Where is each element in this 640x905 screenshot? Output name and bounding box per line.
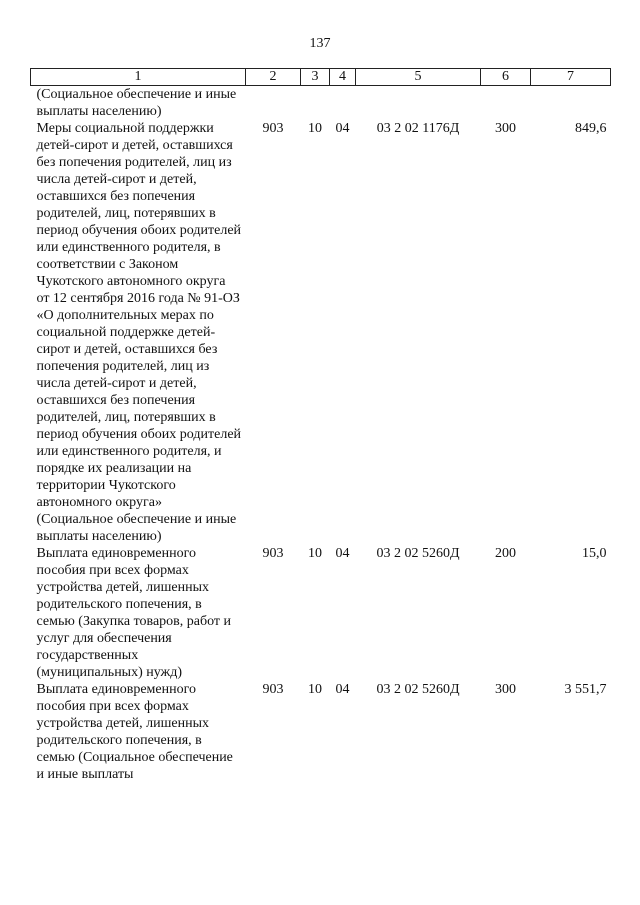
column-header: 3 [301,69,330,86]
row-expense-type [481,86,531,121]
column-header: 5 [356,69,481,86]
row-expense-type: 300 [495,682,516,697]
row-section [301,86,330,121]
row-subsection: 04 [335,121,350,136]
row-expense-type: 300 [495,121,516,136]
column-header: 6 [481,69,531,86]
column-header: 2 [246,69,301,86]
row-section: 10 [308,546,322,561]
column-header: 7 [531,69,611,86]
row-admin-code: 903 [262,546,284,561]
table-row [31,681,611,783]
row-description: Выплата единовременного пособия при всех формах устройства детей, лишенных родительского попечения, в семью (Социальное обеспечение и иные выплаты [36,682,233,782]
row-admin-code [246,86,301,121]
row-subsection: 04 [335,546,350,561]
row-amount: 15,0 [582,546,607,561]
row-description: Выплата единовременного пособия при всех формах устройства детей, лишенных родительского попечения, в семью (Закупка товаров, работ и услуг для обеспечения государственных (муниципальных) нужд) [36,546,232,680]
row-target-article: 03 2 02 1176Д [376,121,460,136]
row-description: Меры социальной поддержки детей-сирот и детей, оставшихся без попечения родителей, лиц из числа детей-сирот и детей, оставшихся без попечения родителей, лиц, потерявших в период обучения обоих родителей или единственного родителя, в соответствии с Законом Чукотского автономного округа от 12 сентября 2016 года № 91-ОЗ «О дополнительных мерах по социальной поддержке детей-сирот и детей, оставшихся без попечения родителей, лиц из числа детей-сирот и детей, оставшихся без попечения родителей, лиц, потерявших в период обучения обоих родителей или единственного родителя, и порядке их реализации на территории Чукотского автономного округа» (Социальное обеспечение и иные выплаты населению) [36,121,242,544]
table-row [31,545,611,681]
budget-table [30,68,611,783]
row-description: (Социальное обеспечение и иные выплаты населению) [36,87,237,119]
table-row [31,120,611,545]
row-amount [531,86,611,121]
page-number: 137 [309,36,331,51]
row-subsection: 04 [335,682,350,697]
row-target-article: 03 2 02 5260Д [376,546,460,561]
row-subsection [330,86,356,121]
row-amount: 849,6 [575,121,607,136]
column-header: 4 [330,69,356,86]
row-target-article [356,86,481,121]
column-header: 1 [31,69,246,86]
row-section: 10 [308,121,322,136]
table-header-row [31,69,611,86]
row-expense-type: 200 [495,546,516,561]
row-admin-code: 903 [262,682,284,697]
row-amount: 3 551,7 [564,682,607,697]
row-admin-code: 903 [262,121,284,136]
row-section: 10 [308,682,322,697]
row-target-article: 03 2 02 5260Д [376,682,460,697]
table-row [31,86,611,121]
